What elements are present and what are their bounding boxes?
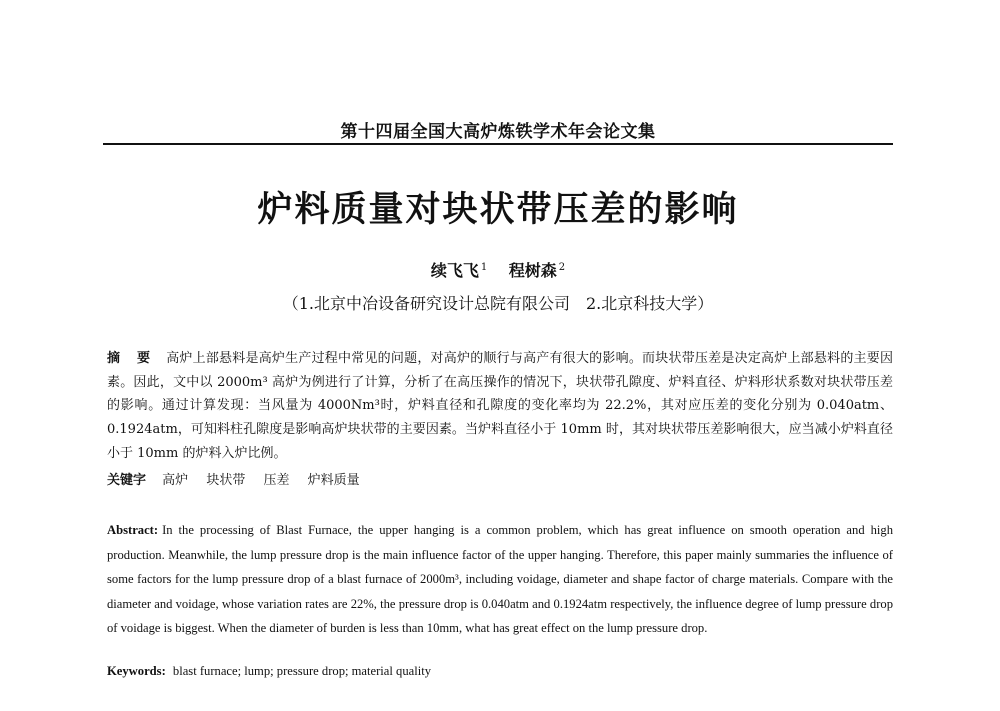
proceedings-header: 第十四届全国大高炉炼铁学术年会论文集 — [340, 122, 656, 142]
chinese-keyword: 压差 — [263, 473, 290, 488]
affiliations: （1.北京中冶设备研究设计总院有限公司 2.北京科技大学） — [282, 294, 714, 313]
chinese-abstract — [107, 347, 893, 466]
chinese-keyword: 高炉 — [162, 473, 189, 488]
english-keywords — [107, 664, 893, 679]
chinese-abstract-text: 高炉上部悬料是高炉生产过程中常见的问题，对高炉的顺行与高产有很大的影响。而块状带压差是决定高炉上部悬料的主要因素。因此，文中以 2000m³ 高炉为例进行了计算，分析了在高压操作的情况下，块状带孔隙度、炉料直径、炉料形状系数对块状带压差的影响。通过计算发现：当风量为 4000Nm³时，炉料直径和孔隙度的变化率均为 22.2%，其对应压差的变化分别为 0.040atm、0.1924atm，可知料柱孔隙度是影响高炉块状带的主要因素。当炉料直径小于 10mm 时，其对块状带压差影响很大，应当减小炉料直径小于 10mm 的炉料入炉比例。 — [107, 351, 893, 461]
english-abstract-text: In the processing of Blast Furnace, the upper hanging is a common problem, which has great influence on smooth operation and high production. Meanwhile, the lump pressure drop is the main influence factor of the upper hanging. Therefore, this paper mainly summaries the influence of some factors for the lump pressure drop of a blast furnace of 2000m³, including voidage, diameter and shape factor of charge materials. Compare with the diameter and voidage, whose variation rates are 22%, the pressure drop is 0.040atm and 0.1924atm respectively, the influence degree of lump pressure drop of voidage is biggest. When the diameter of burden is less than 10mm, what has great effect on the lump pressure drop. — [107, 523, 893, 636]
author-list — [103, 258, 893, 281]
author-2-mark: 2 — [558, 261, 566, 273]
author-1-name: 续飞飞 — [430, 261, 479, 280]
paper-title: 炉料质量对块状带压差的影响 — [257, 190, 739, 230]
english-abstract-label: Abstract: — [107, 523, 159, 537]
english-abstract — [107, 518, 893, 641]
english-keywords-text: blast furnace; lump; pressure drop; material quality — [172, 664, 432, 678]
chinese-keywords-label: 关键字 — [107, 473, 147, 488]
author-2 — [509, 261, 565, 280]
author-1-mark: 1 — [480, 261, 488, 273]
chinese-abstract-label: 摘 要 — [107, 351, 157, 366]
chinese-keyword: 炉料质量 — [307, 473, 360, 488]
author-2-name: 程树森 — [508, 261, 557, 280]
chinese-keywords — [107, 469, 893, 488]
chinese-keyword: 块状带 — [206, 473, 246, 488]
header-divider — [103, 143, 893, 145]
author-1 — [431, 261, 487, 280]
english-keywords-label: Keywords: — [107, 664, 166, 678]
